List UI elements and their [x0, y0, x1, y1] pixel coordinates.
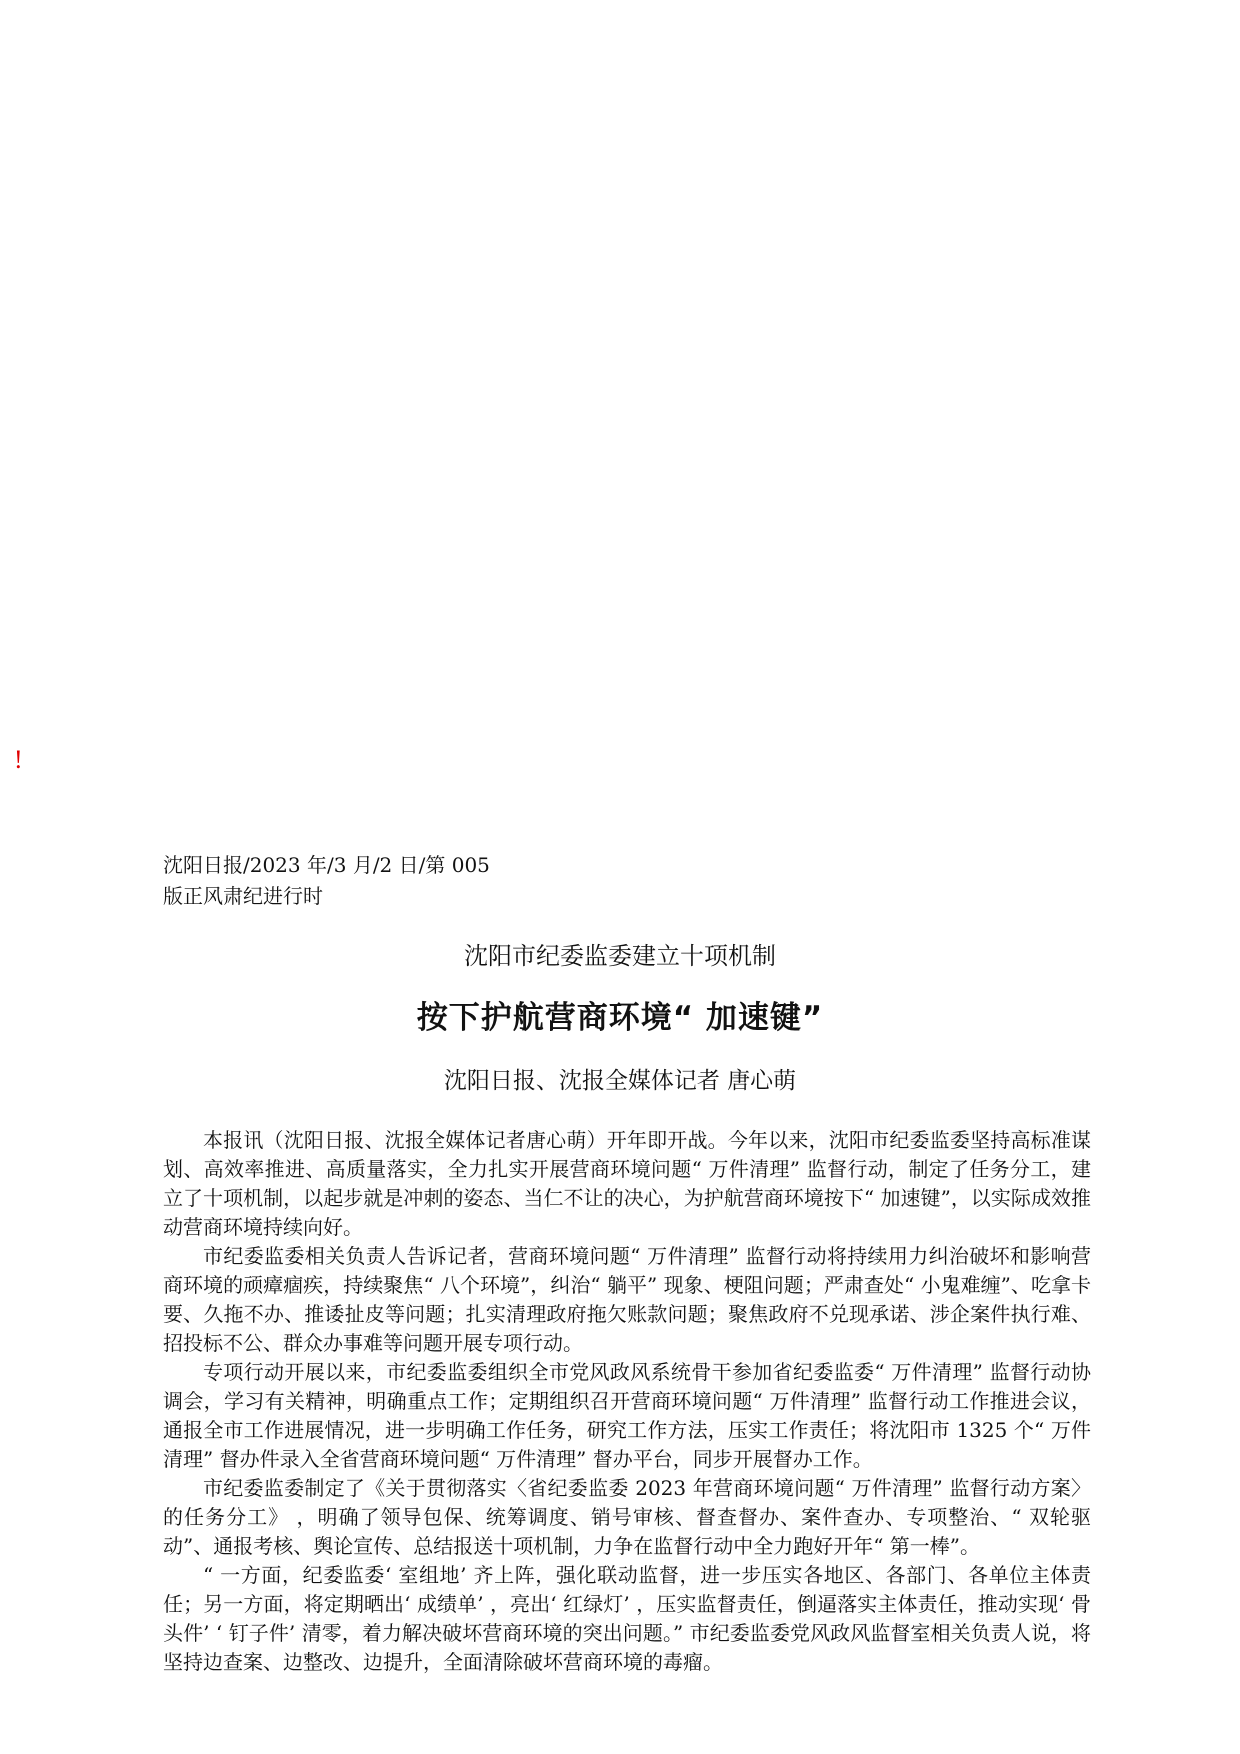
body-paragraph: 专项行动开展以来，市纪委监委组织全市党风政风系统骨干参加省纪委监委“ 万件清理” 监督行动协调会，学习有关精神，明确重点工作；定期组织召开营商环境问题“ 万件清理” 监督行动工作推进会议，通报全市工作进展情况，进一步明确工作任务，研究工作方法，压实工作责任；将沈阳市 1325 个“ 万件清理” 督办件录入全省营商环境问题“ 万件清理” 督办平台，同步开展督办工作。 [163, 1360, 1091, 1471]
body-paragraph: 市纪委监委相关负责人告诉记者，营商环境问题“ 万件清理” 监督行动将持续用力纠治破坏和影响营商环境的顽瘴痼疾，持续聚焦“ 八个环境”，纠治“ 躺平” 现象、梗阻问题；严肃查处“ 小鬼难缠”、吃拿卡要、久拖不办、推诿扯皮等问题；扎实清理政府拖欠账款问题；聚焦政府不兑现承诺、涉企案件执行难、招投标不公、群众办事难等问题开展专项行动。 [163, 1244, 1091, 1355]
body-paragraph: “ 一方面，纪委监委‘ 室组地’ 齐上阵，强化联动监督，进一步压实各地区、各部门、各单位主体责任；另一方面，将定期晒出‘ 成绩单’ ，亮出‘ 红绿灯’ ，压实监督责任，倒逼落实主体责任，推动实现‘ 骨头件’ ‘ 钉子件’ 清零，着力解决破坏营商环境的突出问题。” 市纪委监委党风政风监督室相关负责人说，将坚持边查案、边整改、边提升，全面清除破坏营商环境的毒瘤。 [163, 1563, 1091, 1674]
article-body [163, 1126, 1091, 1677]
body-paragraph: 市纪委监委制定了《关于贯彻落实〈省纪委监委 2023 年营商环境问题“ 万件清理” 监督行动方案〉的任务分工》 ，明确了领导包保、统筹调度、销号审核、督查督办、案件查办、专项整治、“ 双轮驱动”、通报考核、舆论宣传、总结报送十项机制，力争在监督行动中全力跑好开年“ 第一棒”。 [163, 1476, 1091, 1558]
article-title: 按下护航营商环境“ 加速键” [416, 1000, 824, 1036]
article-subtitle: 沈阳市纪委监委建立十项机制 [464, 942, 776, 970]
red-exclamation-mark: ! [14, 745, 23, 774]
section-line: 版正风肃纪进行时 [163, 884, 323, 908]
body-paragraph: 本报讯（沈阳日报、沈报全媒体记者唐心萌）开年即开战。今年以来，沈阳市纪委监委坚持高标准谋划、高效率推进、高质量落实，全力扎实开展营商环境问题“ 万件清理” 监督行动，制定了任务分工，建立了十项机制，以起步就是冲刺的姿态、当仁不让的决心，为护航营商环境按下“ 加速键”，以实际成效推动营商环境持续向好。 [163, 1128, 1091, 1239]
article-byline: 沈阳日报、沈报全媒体记者 唐心萌 [443, 1068, 797, 1094]
article-meta [163, 850, 490, 912]
source-line: 沈阳日报/2023 年/3 月/2 日/第 005 [163, 853, 490, 877]
